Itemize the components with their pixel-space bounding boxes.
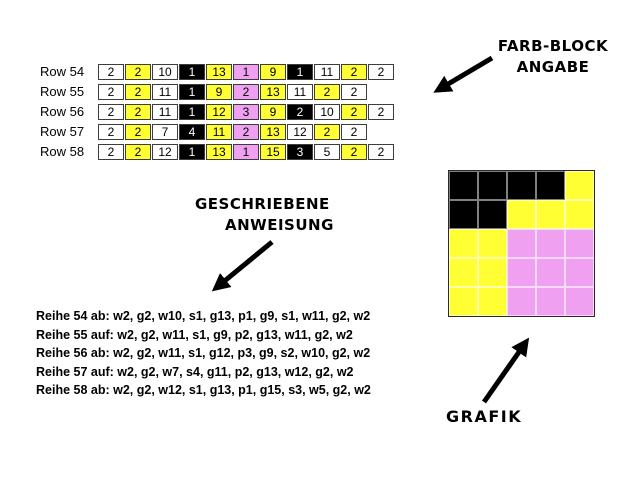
stitch-count-cell: 1 [287, 64, 313, 80]
stitch-count-cell: 2 [233, 84, 259, 100]
farb-block-angabe-label [493, 36, 613, 78]
stitch-count-cell: 2 [287, 104, 313, 120]
stitch-count-cell: 11 [314, 64, 340, 80]
grafik-grid-cell [536, 258, 565, 287]
stitch-count-cell: 11 [206, 124, 232, 140]
stitch-count-cell: 2 [341, 64, 367, 80]
pattern-row [40, 102, 394, 122]
stitch-count-cell: 2 [341, 84, 367, 100]
stitch-count-cell: 11 [152, 104, 178, 120]
stitch-count-cell: 2 [233, 124, 259, 140]
farb-block-angabe-line2: ANGABE [516, 58, 590, 76]
stitch-count-cell: 2 [125, 84, 151, 100]
stitch-count-cell: 2 [98, 64, 124, 80]
stitch-count-cell: 2 [341, 144, 367, 160]
geschriebene-anweisung-line2: ANWEISUNG [225, 216, 334, 234]
pattern-row [40, 142, 394, 162]
row-label: Row 55 [40, 84, 85, 99]
grafik-grid-cell [478, 229, 507, 258]
grafik-grid-cell [536, 171, 565, 200]
stitch-count-cell: 7 [152, 124, 178, 140]
stitch-count-cell: 2 [314, 124, 340, 140]
grafik-grid-cell [507, 287, 536, 316]
grafik-grid-cell [565, 287, 594, 316]
row-label: Row 57 [40, 124, 85, 139]
grafik-grid [448, 170, 595, 317]
color-block-rows [40, 62, 394, 162]
grafik-grid-cell [478, 258, 507, 287]
stitch-count-cell: 3 [287, 144, 313, 160]
grafik-grid-cell [565, 200, 594, 229]
stitch-count-cell: 2 [341, 124, 367, 140]
stitch-count-cell: 1 [179, 144, 205, 160]
stitch-count-cell: 3 [233, 104, 259, 120]
stitch-count-cell: 1 [233, 64, 259, 80]
stitch-count-cell: 11 [287, 84, 313, 100]
row-cells [98, 144, 394, 160]
pattern-row [40, 122, 394, 142]
stitch-count-cell: 2 [98, 144, 124, 160]
stitch-count-cell: 2 [314, 84, 340, 100]
stitch-count-cell: 10 [152, 64, 178, 80]
instruction-line: Reihe 56 ab: w2, g2, w11, s1, g12, p3, g9, s2, w10, g2, w2 [36, 346, 371, 360]
grafik-grid-cell [507, 258, 536, 287]
instruction-line: Reihe 55 auf: w2, g2, w11, s1, g9, p2, g13, w11, g2, w2 [36, 327, 353, 342]
row-cells [98, 104, 394, 120]
stitch-count-cell: 9 [206, 84, 232, 100]
grafik-grid-cell [449, 229, 478, 258]
geschriebene-anweisung-label [195, 194, 334, 236]
row-cells [98, 64, 394, 80]
row-label: Row 56 [40, 104, 85, 119]
stitch-count-cell: 10 [314, 104, 340, 120]
stitch-count-cell: 13 [260, 84, 286, 100]
pattern-row [40, 62, 394, 82]
stitch-count-cell: 9 [260, 64, 286, 80]
grafik-grid-cell [565, 258, 594, 287]
stitch-count-cell: 2 [125, 104, 151, 120]
grafik-grid-cell [565, 229, 594, 258]
grafik-grid-cell [478, 287, 507, 316]
grafik-grid-cell [449, 200, 478, 229]
grafik-grid-cell [478, 200, 507, 229]
instruction-line: Reihe 58 ab: w2, g2, w12, s1, g13, p1, g15, s3, w5, g2, w2 [36, 383, 371, 397]
stitch-count-cell: 1 [179, 64, 205, 80]
grafik-grid-cell [507, 229, 536, 258]
instruction-line: Reihe 54 ab: w2, g2, w10, s1, g13, p1, g9, s1, w11, g2, w2 [36, 309, 371, 323]
grafik-grid-cell [536, 200, 565, 229]
grafik-grid-cell [449, 287, 478, 316]
grafik-grid-cell [449, 258, 478, 287]
stitch-count-cell: 15 [260, 144, 286, 160]
stitch-count-cell: 5 [314, 144, 340, 160]
geschriebene-anweisung-arrow [216, 242, 272, 288]
stitch-count-cell: 2 [98, 124, 124, 140]
instruction-line: Reihe 57 auf: w2, g2, w7, s4, g11, p2, g13, w12, g2, w2 [36, 364, 354, 379]
stitch-count-cell: 1 [179, 84, 205, 100]
row-cells [98, 84, 367, 100]
row-label: Row 58 [40, 144, 85, 159]
grafik-grid-cell [478, 171, 507, 200]
stitch-count-cell: 4 [179, 124, 205, 140]
stitch-count-cell: 12 [287, 124, 313, 140]
row-label: Row 54 [40, 64, 85, 79]
stitch-count-cell: 2 [368, 144, 394, 160]
farb-block-arrow [438, 58, 492, 90]
grafik-grid-cell [536, 287, 565, 316]
row-cells [98, 124, 367, 140]
pattern-row [40, 82, 394, 102]
grafik-grid-cell [536, 229, 565, 258]
grafik-grid-cell [565, 171, 594, 200]
written-instructions [36, 307, 371, 400]
stitch-count-cell: 2 [125, 64, 151, 80]
grafik-label: GRAFIK [446, 407, 523, 426]
grafik-grid-cell [507, 200, 536, 229]
stitch-count-cell: 9 [260, 104, 286, 120]
grafik-grid-cell [449, 171, 478, 200]
farb-block-angabe-line1: FARB-BLOCK [497, 37, 609, 55]
stitch-count-cell: 12 [206, 104, 232, 120]
stitch-count-cell: 2 [125, 144, 151, 160]
stitch-count-cell: 12 [152, 144, 178, 160]
stitch-count-cell: 2 [98, 104, 124, 120]
stitch-count-cell: 1 [233, 144, 259, 160]
grafik-arrow [484, 342, 526, 402]
stitch-count-cell: 2 [98, 84, 124, 100]
stitch-count-cell: 13 [260, 124, 286, 140]
stitch-count-cell: 2 [368, 64, 394, 80]
stitch-count-cell: 2 [368, 104, 394, 120]
stitch-count-cell: 1 [179, 104, 205, 120]
stitch-count-cell: 13 [206, 144, 232, 160]
stitch-count-cell: 13 [206, 64, 232, 80]
stitch-count-cell: 11 [152, 84, 178, 100]
stitch-count-cell: 2 [125, 124, 151, 140]
grafik-grid-cell [507, 171, 536, 200]
stitch-count-cell: 2 [341, 104, 367, 120]
geschriebene-anweisung-line1: GESCHRIEBENE [195, 195, 330, 213]
